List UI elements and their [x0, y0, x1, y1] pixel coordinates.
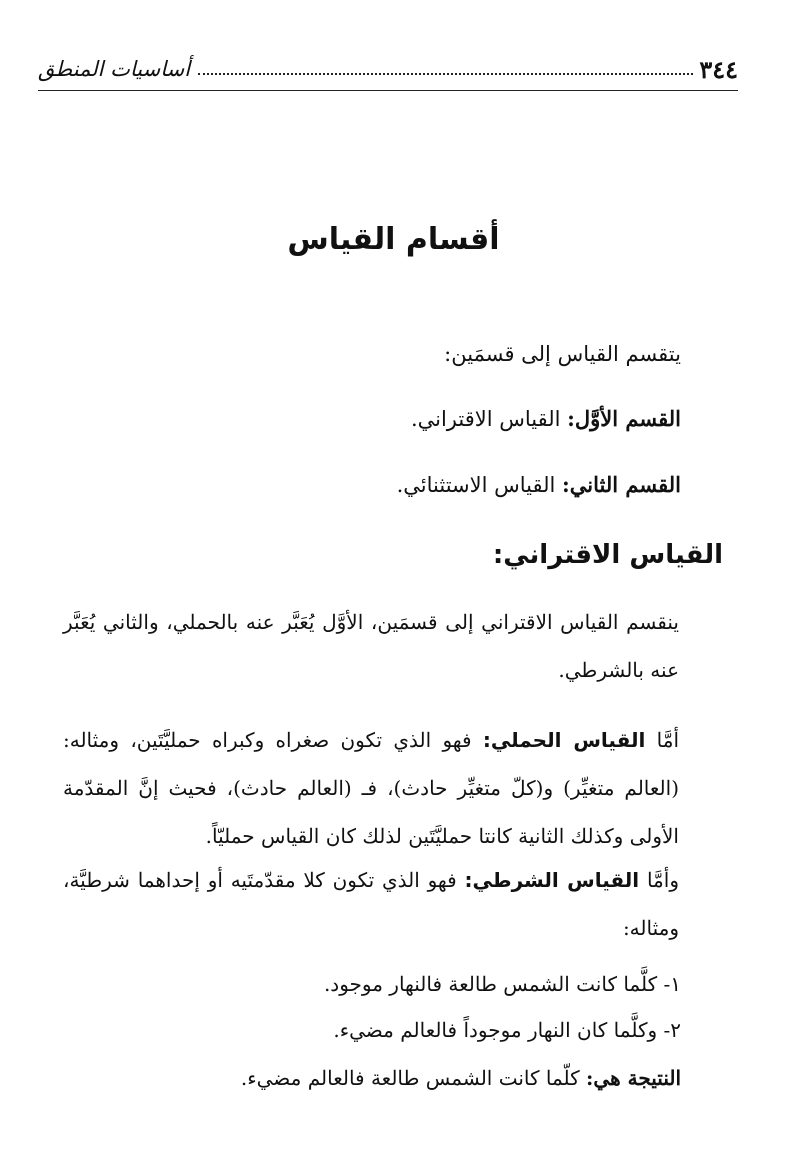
paragraph-2-content — [63, 716, 723, 860]
paragraph-3 — [63, 856, 723, 952]
chapter-title: أقسام القياس — [287, 222, 500, 257]
result-text: كلّما كانت الشمس طالعة فالعالم مضيء. — [240, 1066, 587, 1090]
page-number: ٣٤٤ — [699, 54, 738, 84]
intro-part-one — [411, 402, 681, 437]
paragraph-2-lead: أمَّا — [645, 728, 679, 752]
paragraph-2 — [63, 716, 723, 860]
part-one-label: القسم الأوَّل: — [567, 406, 681, 431]
result-label: النتيجة هي: — [586, 1066, 681, 1090]
part-one-text: القياس الاقتراني. — [410, 407, 568, 431]
paragraph-2-term: القياس الحملي: — [482, 728, 646, 752]
book-title: أساسيات المنطق — [38, 57, 191, 81]
page-header — [38, 52, 738, 86]
paragraph-1 — [63, 598, 723, 694]
paragraph-2-text: فهو الذي تكون صغراه وكبراه حمليَّتَين، ومثاله: (العالم متغيِّر) و(كلّ متغيِّر حادث)، فـ (العالم حادث)، فحيث إنَّ المقدّمة الأولى وكذلك الثانية كانتا حمليَّتَين لذلك كان القياس حمليّاً. — [63, 728, 679, 848]
header-dotted-leader — [198, 73, 693, 75]
example-1: ١- كلَّما كانت الشمس طالعة فالنهار موجود. — [323, 972, 681, 996]
paragraph-3-term: القياس الشرطي: — [464, 868, 640, 892]
intro-part-two — [397, 468, 681, 503]
result-line — [241, 1056, 681, 1100]
part-two-text: القياس الاستثنائي. — [396, 473, 563, 497]
paragraph-3-content — [63, 856, 723, 952]
header-rule — [38, 90, 738, 91]
section-heading: القياس الاقتراني: — [492, 540, 723, 570]
intro-line: يتقسم القياس إلى قسمَين: — [444, 342, 681, 366]
paragraph-3-lead: وأمَّا — [639, 868, 679, 892]
part-two-label: القسم الثاني: — [562, 472, 681, 497]
example-2: ٢- وكلَّما كان النهار موجوداً فالعالم مضيء. — [333, 1018, 681, 1042]
paragraph-1-text: ينقسم القياس الاقتراني إلى قسمَين، الأوَّل يُعَبَّر عنه بالحملي، والثاني يُعَبَّر عنه بالشرطي. — [63, 610, 679, 682]
paragraph-3-text: فهو الذي تكون كلا مقدّمتَيه أو إحداهما شرطيَّة، ومثاله: — [63, 868, 679, 940]
